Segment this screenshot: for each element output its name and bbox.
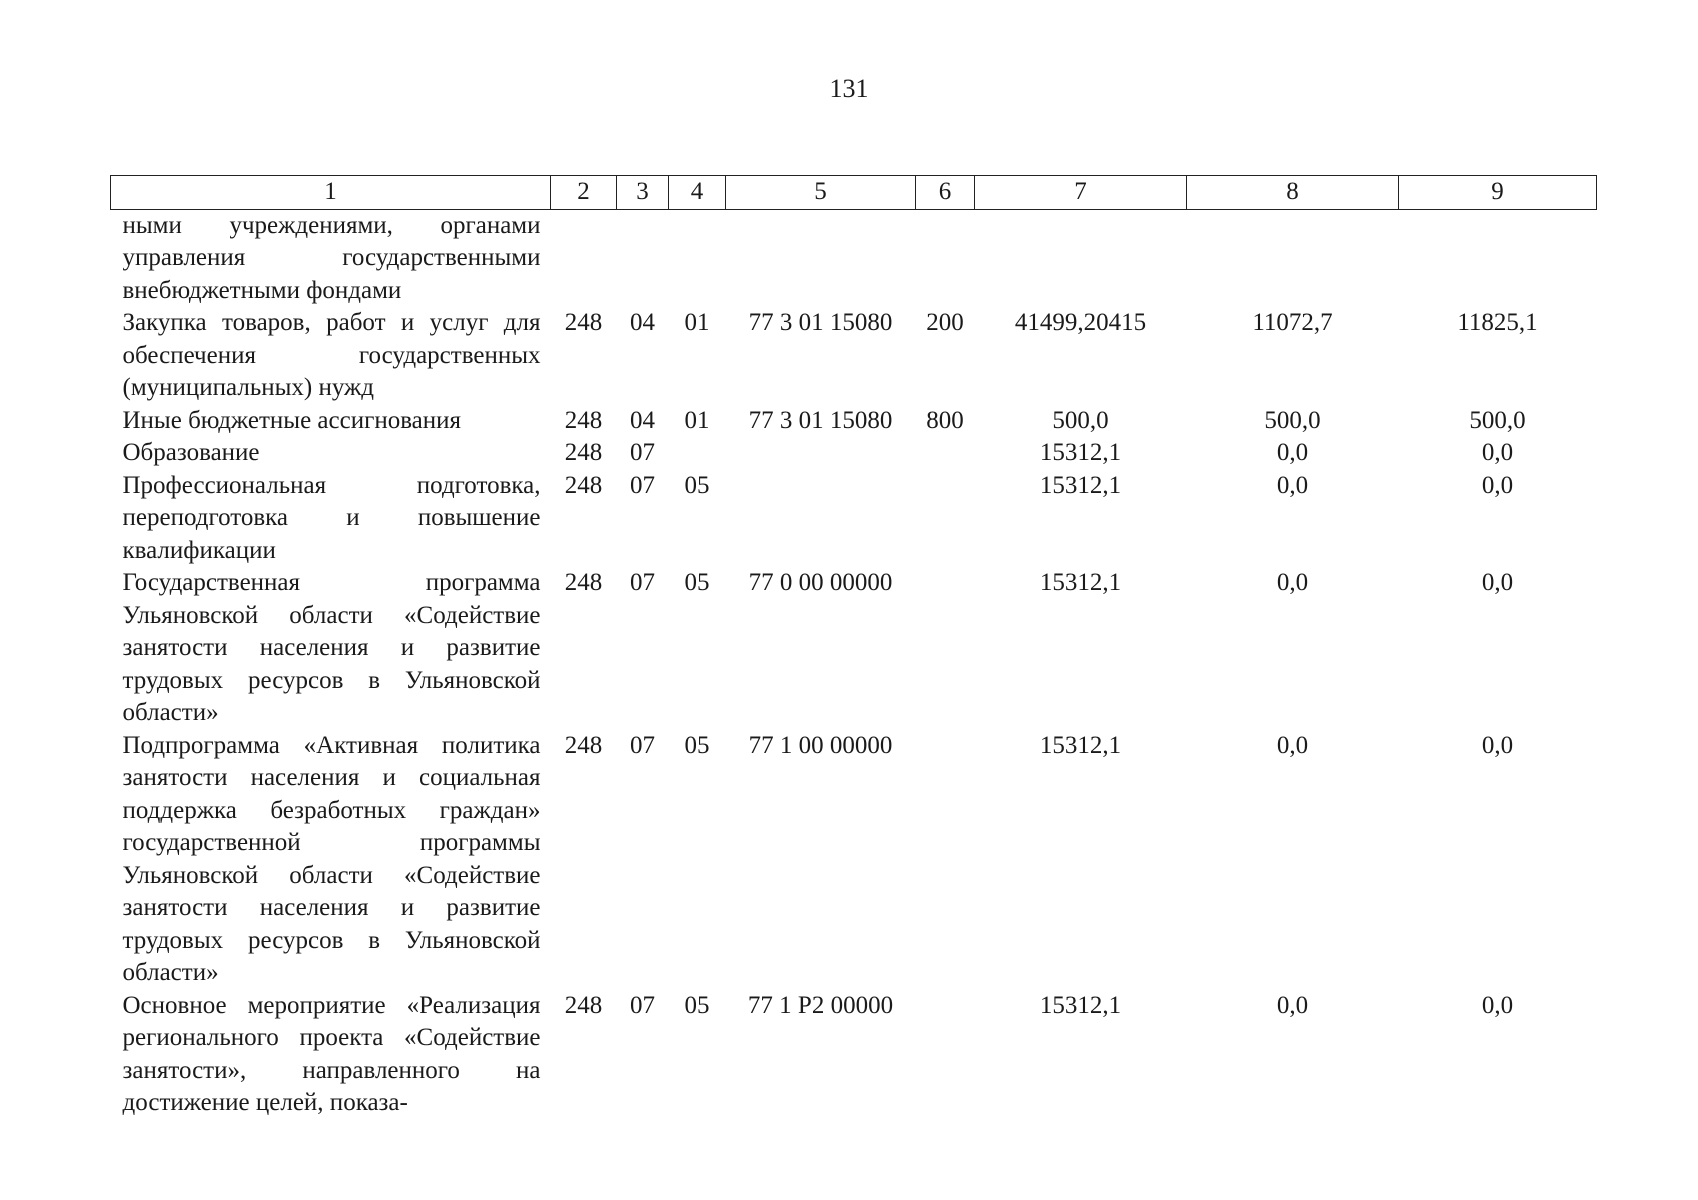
cell-subsection bbox=[669, 209, 726, 307]
cell-ministry-code: 248 bbox=[564, 406, 603, 434]
row-name: Закупка товаров, работ и услуг для обеспечения государственных (муниципальных) нужд bbox=[122, 309, 541, 401]
cell-section: 04 bbox=[630, 406, 655, 434]
cell-subsection bbox=[669, 437, 726, 470]
cell-amount-col7: 500,0 bbox=[1052, 406, 1109, 434]
cell-ministry-code: 248 bbox=[564, 439, 603, 466]
cell-subsection: 01 bbox=[684, 406, 710, 434]
budget-table bbox=[110, 175, 1597, 1120]
cell-amount-col8: 11072,7 bbox=[1252, 309, 1333, 336]
cell-amount-col7: 15312,1 bbox=[1039, 731, 1122, 759]
cell-expense-type bbox=[916, 567, 975, 730]
cell-target-article bbox=[726, 209, 916, 307]
column-header: 3 bbox=[617, 176, 669, 210]
cell-amount-col9: 500,0 bbox=[1469, 406, 1526, 434]
table-row bbox=[111, 730, 1597, 990]
column-header: 9 bbox=[1399, 176, 1597, 210]
column-header: 1 bbox=[111, 176, 551, 210]
cell-target-article bbox=[726, 470, 916, 568]
cell-expense-type: 800 bbox=[926, 406, 964, 434]
cell-amount-col9 bbox=[1399, 209, 1597, 307]
budget-table-sheet bbox=[110, 175, 1596, 1120]
cell-ministry-code: 248 bbox=[564, 991, 603, 1019]
table-row bbox=[111, 567, 1597, 730]
cell-amount-col7: 15312,1 bbox=[1039, 991, 1122, 1019]
cell-amount-col9: 0,0 bbox=[1481, 991, 1514, 1019]
row-name: Государственная программа Ульяновской области «Содействие занятости населения и развитие трудовых ресурсов в Ульяновской области» bbox=[122, 569, 541, 726]
row-name: Профессиональная подготовка, переподготовка и повышение квалификации bbox=[122, 471, 541, 564]
cell-amount-col7: 15312,1 bbox=[1039, 439, 1122, 466]
table-header bbox=[111, 176, 1597, 210]
column-header: 2 bbox=[551, 176, 617, 210]
row-name: Основное мероприятие «Реализация регионального проекта «Содействие занятости», направленного на достижение целей, показа- bbox=[122, 991, 541, 1116]
cell-amount-col9: 0,0 bbox=[1481, 731, 1514, 759]
page-number: 131 bbox=[829, 74, 869, 103]
cell-subsection: 05 bbox=[684, 471, 710, 499]
cell-target-article: 77 0 00 00000 bbox=[748, 569, 893, 596]
column-header: 6 bbox=[916, 176, 975, 210]
cell-target-article: 77 1 00 00000 bbox=[748, 731, 893, 759]
cell-target-article: 77 3 01 15080 bbox=[748, 406, 893, 434]
cell-amount-col8: 500,0 bbox=[1264, 406, 1321, 434]
cell-target-article bbox=[726, 437, 916, 470]
cell-expense-type: 200 bbox=[926, 309, 964, 336]
cell-amount-col8: 0,0 bbox=[1276, 731, 1309, 759]
cell-subsection: 05 bbox=[684, 731, 710, 759]
cell-target-article: 77 1 Р2 00000 bbox=[747, 991, 894, 1019]
cell-section: 04 bbox=[630, 309, 655, 336]
cell-subsection: 01 bbox=[684, 309, 710, 336]
row-name: Образование bbox=[122, 439, 260, 466]
column-header: 7 bbox=[975, 176, 1187, 210]
cell-ministry-code: 248 bbox=[564, 309, 603, 336]
table-row bbox=[111, 990, 1597, 1120]
cell-expense-type bbox=[916, 990, 975, 1120]
cell-subsection: 05 bbox=[684, 569, 710, 596]
cell-amount-col8 bbox=[1187, 209, 1399, 307]
cell-ministry-code bbox=[551, 209, 617, 307]
column-header: 8 bbox=[1187, 176, 1399, 210]
cell-expense-type bbox=[916, 730, 975, 990]
cell-amount-col8: 0,0 bbox=[1276, 439, 1309, 466]
cell-ministry-code: 248 bbox=[564, 569, 603, 596]
cell-section: 07 bbox=[630, 569, 655, 596]
cell-amount-col7 bbox=[975, 209, 1187, 307]
table-row bbox=[111, 470, 1597, 568]
cell-section: 07 bbox=[630, 731, 655, 759]
column-header: 4 bbox=[669, 176, 726, 210]
cell-amount-col8: 0,0 bbox=[1276, 991, 1309, 1019]
table-row bbox=[111, 437, 1597, 470]
row-name: Подпрограмма «Активная политика занятости населения и социальная поддержка безработных граждан» государственной программы Ульяновской области «Содействие занятости населения и развитие трудовых ресурсов в Ульяновской области» bbox=[122, 731, 541, 986]
header-row bbox=[111, 176, 1597, 210]
row-name: Иные бюджетные ассигнования bbox=[122, 406, 462, 434]
cell-ministry-code: 248 bbox=[564, 471, 603, 499]
cell-amount-col8: 0,0 bbox=[1276, 471, 1309, 499]
cell-expense-type bbox=[916, 437, 975, 470]
table-row bbox=[111, 405, 1597, 438]
cell-amount-col7: 41499,20415 bbox=[1014, 309, 1147, 336]
cell-amount-col9: 0,0 bbox=[1481, 439, 1514, 466]
cell-section: 07 bbox=[630, 471, 655, 499]
cell-section: 07 bbox=[630, 439, 655, 466]
cell-amount-col9: 11825,1 bbox=[1457, 309, 1538, 336]
cell-target-article: 77 3 01 15080 bbox=[748, 309, 893, 336]
cell-ministry-code: 248 bbox=[564, 731, 603, 759]
table-row bbox=[111, 209, 1597, 307]
cell-amount-col9: 0,0 bbox=[1481, 569, 1514, 596]
cell-expense-type bbox=[916, 470, 975, 568]
column-header: 5 bbox=[726, 176, 916, 210]
cell-amount-col7: 15312,1 bbox=[1039, 569, 1122, 596]
row-name: ными учреждениями, органами управления государственными внебюджетными фондами bbox=[122, 211, 541, 304]
table-row bbox=[111, 307, 1597, 405]
cell-amount-col9: 0,0 bbox=[1481, 471, 1514, 499]
cell-amount-col7: 15312,1 bbox=[1039, 471, 1122, 499]
table-body bbox=[111, 209, 1597, 1120]
cell-section bbox=[617, 209, 669, 307]
cell-section: 07 bbox=[630, 991, 655, 1019]
cell-expense-type bbox=[916, 209, 975, 307]
cell-amount-col8: 0,0 bbox=[1276, 569, 1309, 596]
cell-subsection: 05 bbox=[684, 991, 710, 1019]
